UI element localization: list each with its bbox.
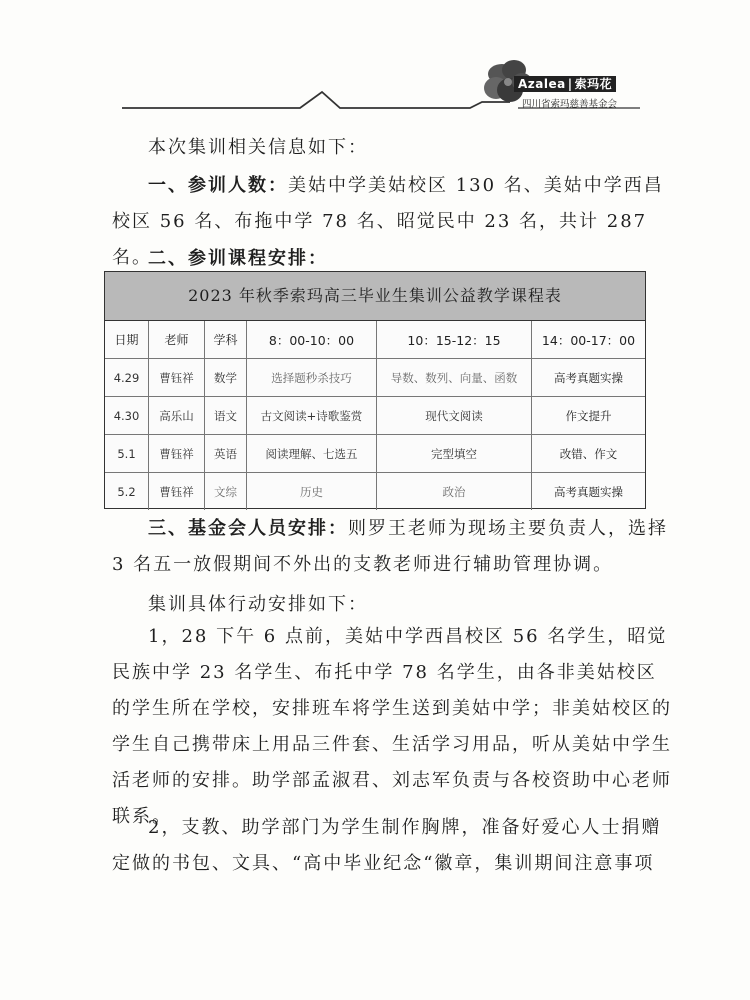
header-teacher: 老师 <box>149 321 205 358</box>
section-3-label: 三、基金会人员安排： <box>148 518 348 539</box>
cell-teacher: 曹钰祥 <box>149 359 205 396</box>
cell-slot-3: 高考真题实操 <box>554 370 623 385</box>
cell-teacher: 曹钰祥 <box>149 473 205 510</box>
section-1-label: 一、参训人数： <box>148 175 288 196</box>
header-slot-1: 8：00-10：00 <box>247 321 377 358</box>
cell-subject: 文综 <box>205 473 247 510</box>
course-schedule-table <box>104 271 646 509</box>
cell-subject: 数学 <box>205 359 247 396</box>
cell-slot-1: 选择题秒杀技巧 <box>247 359 377 396</box>
action-item-2: 2，支教、助学部门为学生制作胸牌，准备好爱心人士捐赠定做的书包、文具、“高中毕业纪念“徽章，集训期间注意事项 <box>112 817 662 874</box>
logo-brand-text <box>514 76 616 92</box>
table-header-row <box>105 321 645 359</box>
action-intro: 集训具体行动安排如下： <box>148 594 368 615</box>
header-subject: 学科 <box>205 321 247 358</box>
cell-slot-1: 阅读理解、七选五 <box>247 435 377 472</box>
cell-slot-3: 改错、作文 <box>559 446 618 461</box>
cell-slot-1: 古文阅读+诗歌鉴赏 <box>247 397 377 434</box>
cell-date: 4.30 <box>105 397 149 434</box>
cell-date: 4.29 <box>105 359 149 396</box>
cell-slot-2: 导数、数列、向量、函数 <box>377 359 532 396</box>
foundation-logo <box>484 58 634 108</box>
cell-slot-2: 现代文阅读 <box>377 397 532 434</box>
table-title: 2023 年秋季索玛高三毕业生集训公益教学课程表 <box>105 272 645 321</box>
header-slot-3: 14：00-17：00 <box>541 332 636 348</box>
table-row <box>105 435 645 473</box>
logo-brand-zh: 索玛花 <box>574 77 613 91</box>
cell-date: 5.2 <box>105 473 149 510</box>
cell-slot-2: 政治 <box>377 473 532 510</box>
header-date: 日期 <box>105 321 149 358</box>
intro-line: 本次集训相关信息如下： <box>148 137 368 158</box>
cell-subject: 英语 <box>205 435 247 472</box>
cell-slot-3: 作文提升 <box>565 408 612 423</box>
cell-slot-3: 高考真题实操 <box>554 484 623 499</box>
table-row <box>105 359 645 397</box>
cell-slot-2: 完型填空 <box>377 435 532 472</box>
section-2-label: 二、参训课程安排： <box>148 248 328 269</box>
table-row <box>105 473 645 510</box>
cell-teacher: 高乐山 <box>149 397 205 434</box>
table-row <box>105 397 645 435</box>
header-slot-2: 10：15-12：15 <box>377 321 532 358</box>
cell-slot-1: 历史 <box>247 473 377 510</box>
section-3-text: 则罗王老师为现场主要负责人，选择 3 名五一放假期间不外出的支教老师进行辅助管理协调。 <box>112 518 668 575</box>
cell-date: 5.1 <box>105 435 149 472</box>
section-1-text: 美姑中学美姑校区 130 名、美姑中学西昌校区 56 名、布拖中学 78 名、昭觉民中 23 名，共计 287 名。 <box>112 175 664 268</box>
action-item-1: 1，28 下午 6 点前，美姑中学西昌校区 56 名学生，昭觉民族中学 23 名学生、布托中学 78 名学生，由各非美姑校区的学生所在学校，安排班车将学生送到美姑中学；非美姑校区的学生自己携带床上用品三件套、生活学习用品，听从美姑中学生活老师的安排。助学部孟淑君、刘志军负责与各校资助中心老师联系。 <box>112 626 672 827</box>
logo-brand-en: Azalea <box>518 77 566 91</box>
logo-brand-separator: | <box>567 77 573 91</box>
cell-teacher: 曹钰祥 <box>149 435 205 472</box>
header-line <box>0 0 750 120</box>
cell-subject: 语文 <box>205 397 247 434</box>
logo-org-name: 四川省索玛慈善基金会 <box>522 99 618 110</box>
section-3 <box>112 511 672 583</box>
